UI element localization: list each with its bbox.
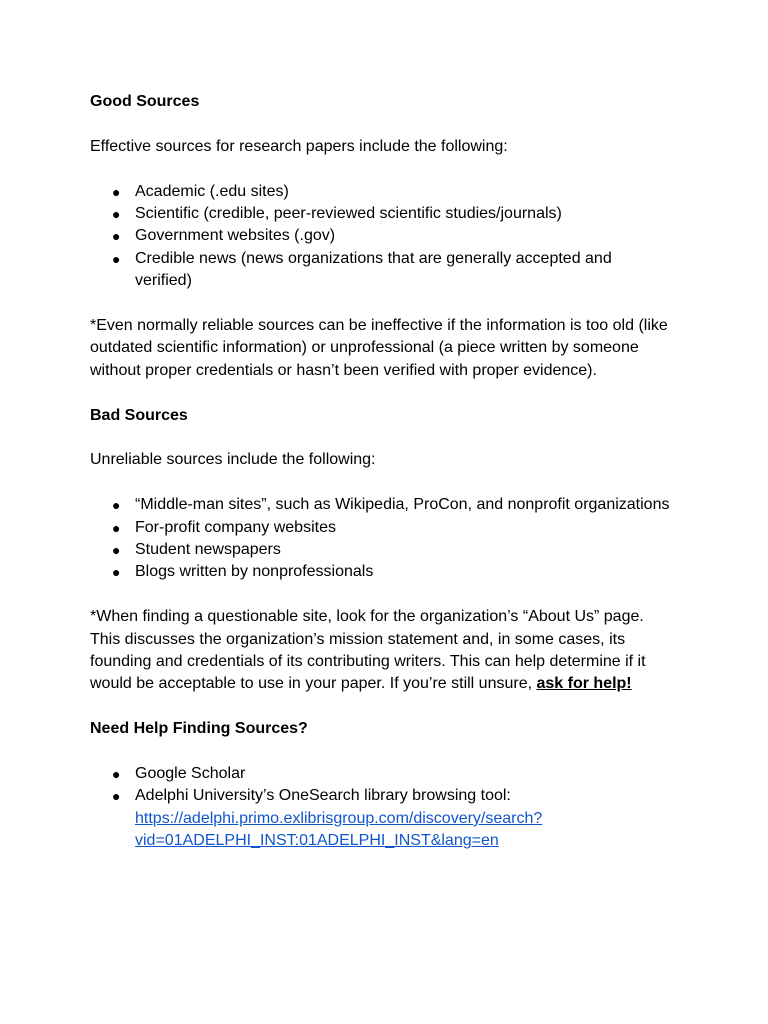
bad-sources-intro: Unreliable sources include the following: xyxy=(90,451,376,469)
list-item xyxy=(90,539,670,561)
list-item-text: Google Scholar xyxy=(135,765,246,782)
ask-for-help-link[interactable]: ask for help! xyxy=(536,675,632,693)
list-item xyxy=(90,248,670,293)
bullet-icon: ● xyxy=(112,766,121,782)
bullet-icon: ● xyxy=(112,228,121,245)
good-sources-heading: Good Sources xyxy=(90,93,200,110)
list-item xyxy=(90,561,670,583)
bullet-icon: ● xyxy=(112,788,121,805)
bad-sources-heading: Bad Sources xyxy=(90,406,188,424)
list-item xyxy=(90,763,670,785)
bullet-icon: ● xyxy=(112,250,121,267)
help-finding-list xyxy=(90,763,670,853)
onesearch-link[interactable] xyxy=(135,808,670,853)
list-item-text: “Middle-man sites”, such as Wikipedia, ProCon, and nonprofit organizations xyxy=(135,496,670,514)
list-item-text: Credible news (news organizations that are generally accepted and verified) xyxy=(135,249,612,290)
list-item-text: Student newspapers xyxy=(135,541,281,558)
list-item xyxy=(90,494,670,516)
list-item-text: Blogs written by nonprofessionals xyxy=(135,563,374,581)
list-item xyxy=(90,517,670,539)
bad-sources-note-block xyxy=(90,606,670,696)
good-sources-intro: Effective sources for research papers include the following: xyxy=(90,137,508,155)
bullet-icon: ● xyxy=(112,519,121,536)
good-sources-note: *Even normally reliable sources can be ineffective if the information is too old (like outdated scientific information) or unprofessional (a piece written by someone without proper credentials or hasn’t been verified with proper evidence). xyxy=(90,317,668,379)
list-item-text: For-profit company websites xyxy=(135,518,336,536)
list-item xyxy=(90,181,670,203)
onesearch-link-line-1[interactable]: https://adelphi.primo.exlibrisgroup.com/discovery/search? xyxy=(135,809,543,827)
bad-sources-note: *When finding a questionable site, look for the organization’s “About Us” page. This discusses the organization’s mission statement and, in some cases, its founding and credentials of its contributing writers. This can help determine if it would be acceptable to use in your paper. If you’re still unsure, xyxy=(90,608,646,693)
document-page xyxy=(90,91,670,875)
bullet-icon: ● xyxy=(112,205,121,222)
help-finding-heading: Need Help Finding Sources? xyxy=(90,720,308,738)
list-item-text: Academic (.edu sites) xyxy=(135,182,289,200)
bullet-icon: ● xyxy=(112,564,121,581)
bullet-icon: ● xyxy=(112,183,121,200)
list-item-text: Government websites (.gov) xyxy=(135,227,336,245)
bullet-icon: ● xyxy=(112,497,121,514)
good-sources-list xyxy=(90,181,670,293)
list-item xyxy=(90,225,670,247)
list-item-text: Scientific (credible, peer-reviewed scientific studies/journals) xyxy=(135,204,562,222)
list-item-text: Adelphi University’s OneSearch library browsing tool: xyxy=(135,787,511,805)
bad-sources-list xyxy=(90,494,670,584)
onesearch-link-line-2[interactable]: vid=01ADELPHI_INST:01ADELPHI_INST&lang=en xyxy=(135,832,499,850)
bullet-icon: ● xyxy=(112,542,121,558)
list-item xyxy=(90,785,670,852)
list-item xyxy=(90,203,670,225)
